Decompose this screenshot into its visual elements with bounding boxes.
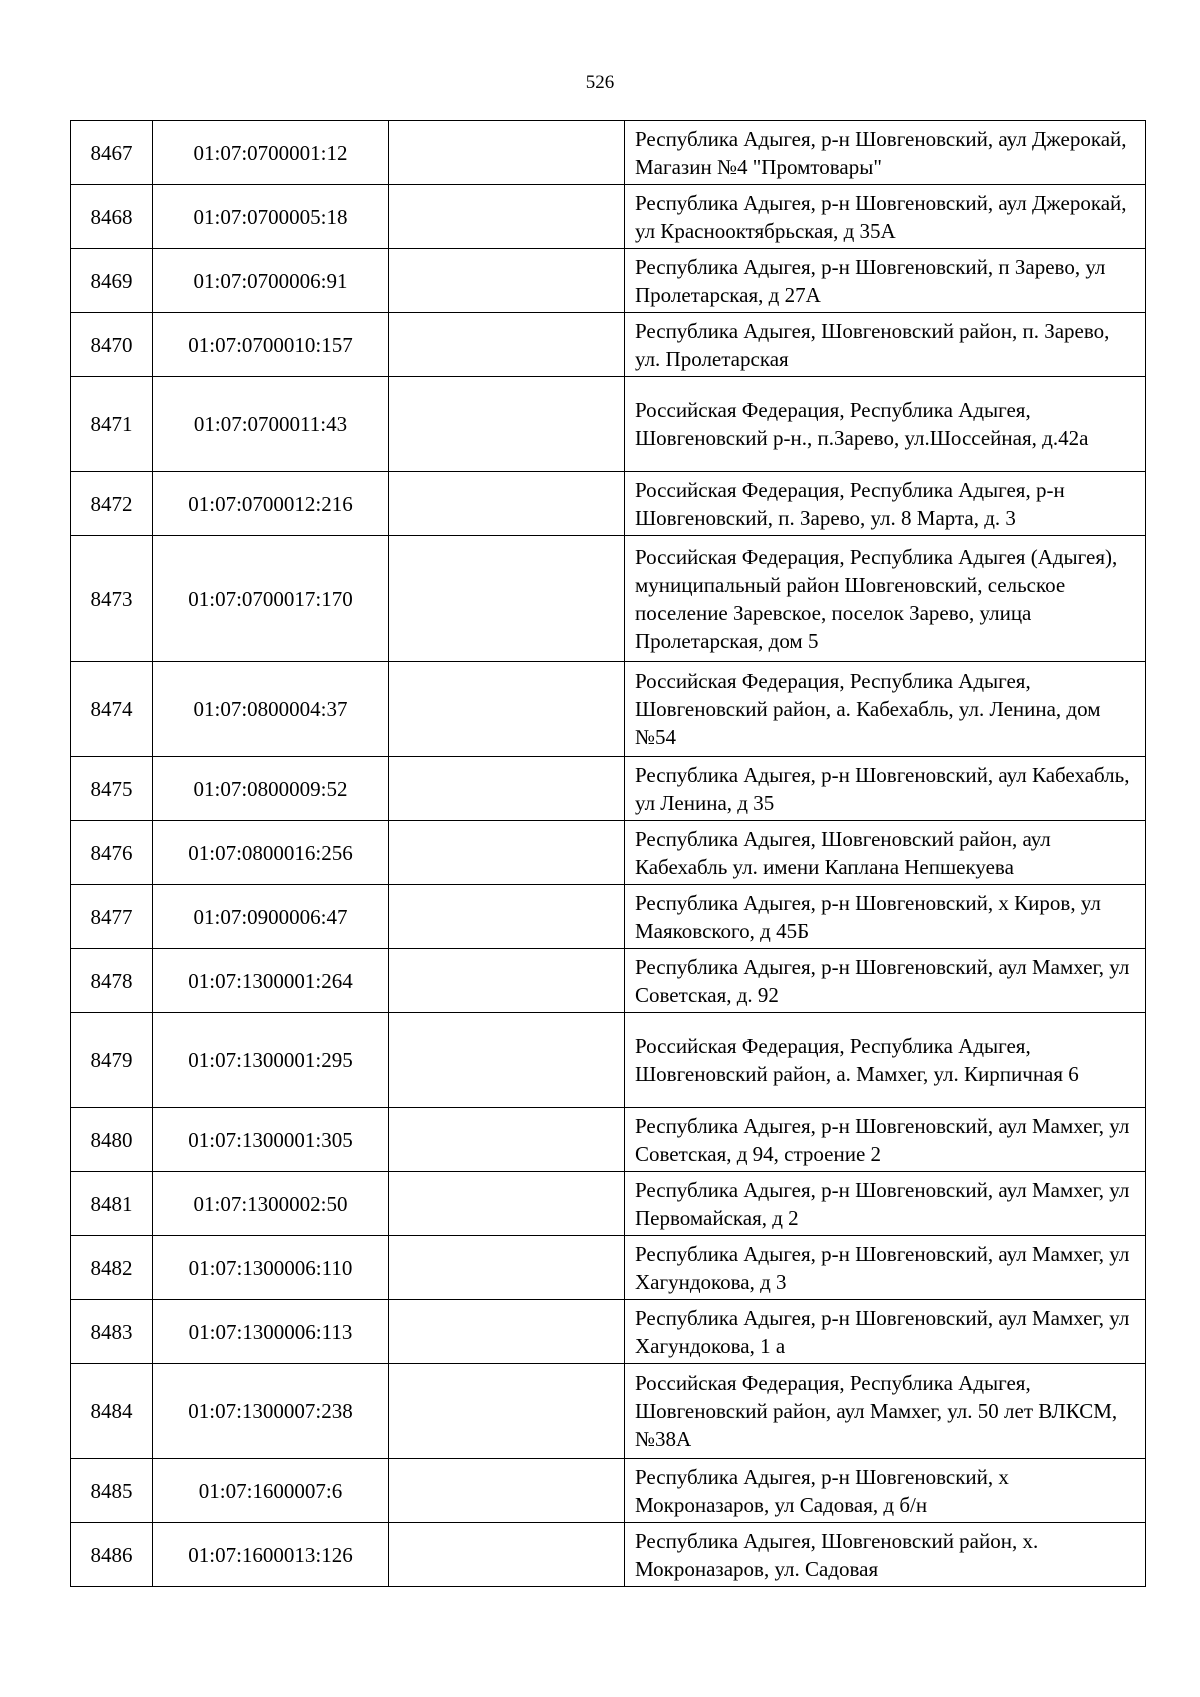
address-cell: Российская Федерация, Республика Адыгея, Шовгеновский р-н., п.Зарево, ул.Шоссейная, д.42а [625,377,1146,472]
address-cell: Республика Адыгея, р-н Шовгеновский, аул Мамхег, ул Хагундокова, 1 а [625,1300,1146,1364]
empty-cell [389,536,625,662]
table-row [71,1013,1146,1108]
empty-cell [389,185,625,249]
row-number-cell: 8470 [71,313,153,377]
empty-cell [389,1172,625,1236]
address-cell: Российская Федерация, Республика Адыгея, Шовгеновский район, аул Мамхег, ул. 50 лет ВЛКСМ, №38А [625,1364,1146,1459]
address-cell: Республика Адыгея, р-н Шовгеновский, аул Джерокай, Магазин №4 "Промтовары" [625,121,1146,185]
empty-cell [389,757,625,821]
table-row [71,1523,1146,1587]
table-row [71,662,1146,757]
cadastral-number-cell: 01:07:0800004:37 [153,662,389,757]
row-number-cell: 8478 [71,949,153,1013]
cadastral-number-cell: 01:07:0700011:43 [153,377,389,472]
address-cell: Российская Федерация, Республика Адыгея, р-н Шовгеновский, п. Зарево, ул. 8 Марта, д. 3 [625,472,1146,536]
cadastral-number-cell: 01:07:0700006:91 [153,249,389,313]
cadastral-number-cell: 01:07:0700010:157 [153,313,389,377]
table-row [71,1300,1146,1364]
cadastral-number-cell: 01:07:1300001:295 [153,1013,389,1108]
address-cell: Российская Федерация, Республика Адыгея, Шовгеновский район, а. Мамхег, ул. Кирпичная 6 [625,1013,1146,1108]
cadastral-number-cell: 01:07:1600013:126 [153,1523,389,1587]
row-number-cell: 8468 [71,185,153,249]
empty-cell [389,662,625,757]
empty-cell [389,1459,625,1523]
row-number-cell: 8485 [71,1459,153,1523]
address-cell: Республика Адыгея, Шовгеновский район, аул Кабехабль ул. имени Каплана Непшекуева [625,821,1146,885]
table-row [71,1172,1146,1236]
row-number-cell: 8475 [71,757,153,821]
empty-cell [389,249,625,313]
table-row [71,472,1146,536]
cadastral-number-cell: 01:07:1300001:264 [153,949,389,1013]
row-number-cell: 8479 [71,1013,153,1108]
cadastral-number-cell: 01:07:1600007:6 [153,1459,389,1523]
table-row [71,757,1146,821]
empty-cell [389,885,625,949]
cadastral-number-cell: 01:07:0700005:18 [153,185,389,249]
table-row [71,377,1146,472]
cadastral-number-cell: 01:07:0700017:170 [153,536,389,662]
empty-cell [389,949,625,1013]
address-cell: Республика Адыгея, р-н Шовгеновский, аул Мамхег, ул Советская, д. 92 [625,949,1146,1013]
address-cell: Республика Адыгея, р-н Шовгеновский, аул Джерокай, ул Краснооктябрьская, д 35А [625,185,1146,249]
empty-cell [389,377,625,472]
registry-table [70,120,1146,1587]
empty-cell [389,1013,625,1108]
empty-cell [389,121,625,185]
address-cell: Республика Адыгея, р-н Шовгеновский, аул Мамхег, ул Советская, д 94, строение 2 [625,1108,1146,1172]
address-cell: Республика Адыгея, р-н Шовгеновский, аул Мамхег, ул Первомайская, д 2 [625,1172,1146,1236]
row-number-cell: 8474 [71,662,153,757]
address-cell: Республика Адыгея, р-н Шовгеновский, п Зарево, ул Пролетарская, д 27А [625,249,1146,313]
empty-cell [389,472,625,536]
row-number-cell: 8482 [71,1236,153,1300]
empty-cell [389,1108,625,1172]
table-row [71,821,1146,885]
cadastral-number-cell: 01:07:1300001:305 [153,1108,389,1172]
row-number-cell: 8480 [71,1108,153,1172]
cadastral-number-cell: 01:07:1300006:110 [153,1236,389,1300]
empty-cell [389,821,625,885]
empty-cell [389,313,625,377]
empty-cell [389,1300,625,1364]
row-number-cell: 8469 [71,249,153,313]
row-number-cell: 8486 [71,1523,153,1587]
table-row [71,185,1146,249]
table-row [71,249,1146,313]
address-cell: Республика Адыгея, р-н Шовгеновский, х Мокроназаров, ул Садовая, д б/н [625,1459,1146,1523]
registry-table-body [71,121,1146,1587]
address-cell: Республика Адыгея, Шовгеновский район, х. Мокроназаров, ул. Садовая [625,1523,1146,1587]
table-row [71,121,1146,185]
address-cell: Республика Адыгея, р-н Шовгеновский, аул Мамхег, ул Хагундокова, д 3 [625,1236,1146,1300]
table-row [71,1108,1146,1172]
table-row [71,313,1146,377]
table-row [71,1236,1146,1300]
cadastral-number-cell: 01:07:0800009:52 [153,757,389,821]
address-cell: Республика Адыгея, р-н Шовгеновский, аул Кабехабль, ул Ленина, д 35 [625,757,1146,821]
address-cell: Республика Адыгея, р-н Шовгеновский, х Киров, ул Маяковского, д 45Б [625,885,1146,949]
cadastral-number-cell: 01:07:1300006:113 [153,1300,389,1364]
address-cell: Российская Федерация, Республика Адыгея, Шовгеновский район, а. Кабехабль, ул. Ленина, дом №54 [625,662,1146,757]
table-row [71,536,1146,662]
empty-cell [389,1236,625,1300]
address-cell: Российская Федерация, Республика Адыгея (Адыгея), муниципальный район Шовгеновский, сельское поселение Заревское, поселок Зарево, улица Пролетарская, дом 5 [625,536,1146,662]
address-cell: Республика Адыгея, Шовгеновский район, п. Зарево, ул. Пролетарская [625,313,1146,377]
table-row [71,949,1146,1013]
table-row [71,1364,1146,1459]
empty-cell [389,1364,625,1459]
row-number-cell: 8473 [71,536,153,662]
row-number-cell: 8467 [71,121,153,185]
cadastral-number-cell: 01:07:1300007:238 [153,1364,389,1459]
row-number-cell: 8483 [71,1300,153,1364]
row-number-cell: 8471 [71,377,153,472]
empty-cell [389,1523,625,1587]
row-number-cell: 8476 [71,821,153,885]
cadastral-number-cell: 01:07:0700012:216 [153,472,389,536]
row-number-cell: 8472 [71,472,153,536]
cadastral-number-cell: 01:07:0800016:256 [153,821,389,885]
row-number-cell: 8477 [71,885,153,949]
cadastral-number-cell: 01:07:0900006:47 [153,885,389,949]
table-row [71,1459,1146,1523]
cadastral-number-cell: 01:07:1300002:50 [153,1172,389,1236]
cadastral-number-cell: 01:07:0700001:12 [153,121,389,185]
table-row [71,885,1146,949]
row-number-cell: 8481 [71,1172,153,1236]
page-number: 526 [585,72,615,93]
row-number-cell: 8484 [71,1364,153,1459]
